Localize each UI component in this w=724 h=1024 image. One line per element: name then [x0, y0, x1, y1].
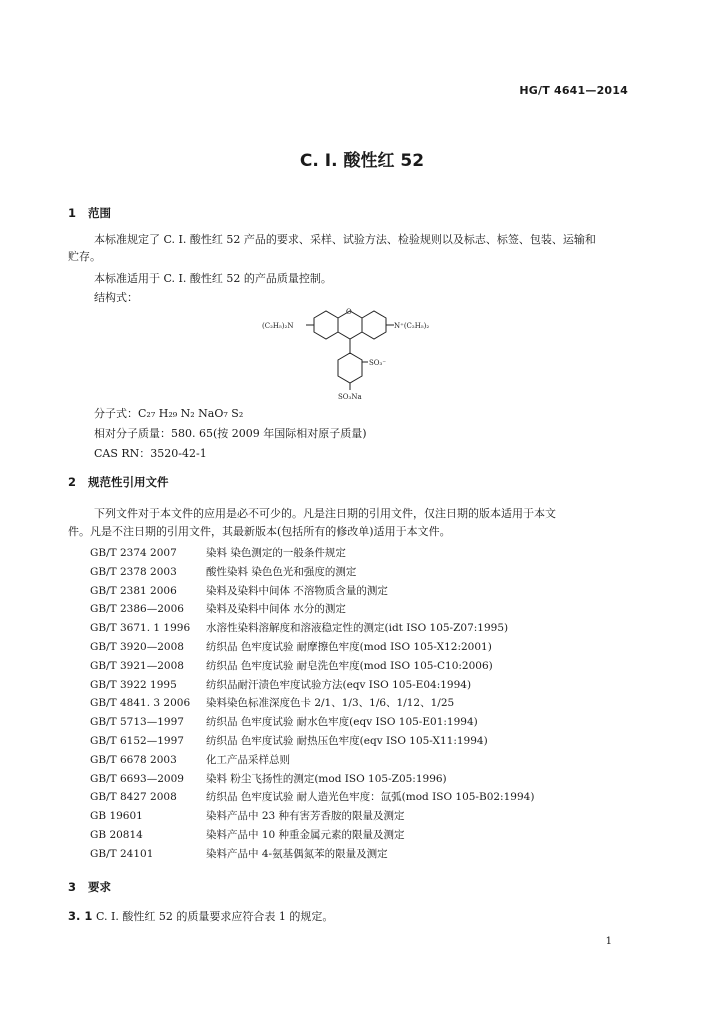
clause-number: 3. 1: [68, 909, 93, 923]
molecular-formula: 分子式：C₂₇ H₂₉ N₂ NaO₇ S₂: [94, 407, 244, 420]
section-title: 范围: [88, 206, 111, 220]
formula-sulfonate-side: SO₃⁻: [369, 359, 387, 367]
reference-code: GB/T 6152—1997: [90, 735, 184, 747]
reference-item: [90, 620, 508, 635]
reference-item: [90, 771, 447, 786]
reference-code: GB/T 2386—2006: [90, 603, 184, 616]
scope-para-applicability: 本标准适用于 C. I. 酸性红 52 的产品质量控制。: [94, 272, 332, 285]
page-number: 1: [605, 936, 612, 947]
reference-title: 染料 粉尘飞扬性的测定(mod ISO 105-Z05:1996): [206, 772, 447, 785]
section-number: 3: [68, 880, 77, 894]
reference-item: [90, 601, 346, 616]
reference-item: [90, 564, 356, 579]
reference-code: GB/T 3920—2008: [90, 641, 184, 653]
reference-title: 酸性染料 染色色光和强度的测定: [206, 565, 357, 578]
reference-item: [90, 827, 405, 842]
reference-item: [90, 808, 405, 823]
reference-title: 染料及染料中间体 不溶物质含量的测定: [206, 584, 388, 597]
reference-item: [90, 789, 534, 804]
reference-item: [90, 545, 346, 560]
reference-title: 染料产品中 10 种重金属元素的限量及测定: [206, 829, 405, 841]
reference-title: 染料 染色测定的一般条件规定: [206, 547, 346, 559]
cas-number: CAS RN：3520-42-1: [94, 447, 207, 460]
section-number: 1: [68, 206, 77, 220]
reference-title: 染料及染料中间体 水分的测定: [206, 603, 346, 616]
reference-code: GB/T 3671. 1 1996: [90, 622, 191, 635]
section-title: 规范性引用文件: [88, 475, 169, 489]
reference-item: [90, 639, 492, 654]
reference-code: GB/T 5713—1997: [90, 716, 184, 729]
formula-ring-oxygen: O: [346, 308, 352, 316]
scope-para-line2: 贮存。: [68, 250, 101, 263]
reference-code: GB 20814: [90, 829, 143, 841]
reference-code: GB/T 6678 2003: [90, 753, 177, 766]
structure-label: 结构式：: [94, 291, 138, 304]
reference-item: [90, 714, 478, 729]
reference-title: 纺织品 色牢度试验 耐热压色牢度(eqv ISO 105-X11:1994): [206, 735, 488, 747]
section-1-heading: [68, 205, 111, 221]
reference-title: 纺织品 色牢度试验 耐摩擦色牢度(mod ISO 105-X12:2001): [206, 641, 492, 653]
reference-code: GB/T 2378 2003: [90, 565, 177, 578]
clause-3-1: [68, 908, 333, 925]
reference-title: 纺织品 色牢度试验 耐皂洗色牢度(mod ISO 105-C10:2006): [206, 659, 493, 672]
reference-code: GB/T 24101: [90, 847, 154, 860]
reference-item: [90, 695, 454, 710]
scope-para-line1: 本标准规定了 C. I. 酸性红 52 产品的要求、采样、试验方法、检验规则以及标志、标签、包装、运输和: [94, 233, 596, 246]
reference-code: GB/T 3922 1995: [90, 678, 177, 691]
reference-item: [90, 658, 493, 673]
reference-title: 纺织品 色牢度试验 耐水色牢度(eqv ISO 105-E01:1994): [206, 716, 478, 729]
reference-title: 染料染色标准深度色卡 2/1、1/3、1/6、1/12、1/25: [206, 697, 455, 710]
document-title: C. I. 酸性红 52: [299, 151, 425, 171]
formula-left-group: (C₂H₅)₂N: [262, 322, 294, 330]
structural-formula: [262, 306, 442, 402]
references-intro-line2: 件。凡是不注日期的引用文件，其最新版本(包括所有的修改单)适用于本文件。: [68, 525, 451, 538]
reference-title: 染料产品中 23 种有害芳香胺的限量及测定: [206, 810, 405, 823]
formula-sulfonate-bottom: SO₃Na: [338, 393, 362, 401]
reference-title: 纺织品 色牢度试验 耐人造光色牢度：氙弧(mod ISO 105-B02:1994): [206, 791, 535, 804]
reference-code: GB/T 8427 2008: [90, 791, 177, 804]
reference-item: [90, 846, 388, 861]
reference-code: GB/T 4841. 3 2006: [90, 697, 191, 710]
section-3-heading: [68, 879, 111, 895]
section-number: 2: [68, 475, 77, 489]
reference-code: GB/T 3921—2008: [90, 659, 184, 672]
reference-code: GB/T 6693—2009: [90, 772, 184, 785]
formula-right-group: N⁺(C₂H₅)₂: [394, 322, 430, 330]
reference-item: [90, 677, 471, 692]
reference-code: GB/T 2381 2006: [90, 584, 177, 597]
section-title: 要求: [88, 880, 111, 894]
reference-code: GB/T 2374 2007: [90, 547, 177, 559]
reference-item: [90, 583, 388, 598]
clause-text: C. I. 酸性红 52 的质量要求应符合表 1 的规定。: [96, 910, 334, 923]
section-2-heading: [68, 474, 169, 490]
standard-code: HG/T 4641—2014: [519, 84, 628, 97]
molecular-mass: 相对分子质量：580. 65(按 2009 年国际相对原子质量): [94, 427, 367, 440]
reference-title: 化工产品采样总则: [206, 753, 290, 766]
reference-title: 纺织品耐汗渍色牢度试验方法(eqv ISO 105-E04:1994): [206, 678, 472, 691]
reference-item: [90, 752, 290, 767]
reference-code: GB 19601: [90, 810, 143, 823]
reference-title: 水溶性染料溶解度和溶液稳定性的测定(idt ISO 105-Z07:1995): [206, 622, 509, 635]
references-intro-line1: 下列文件对于本文件的应用是必不可少的。凡是注日期的引用文件，仅注日期的版本适用于本文: [94, 507, 556, 520]
reference-item: [90, 733, 488, 748]
reference-title: 染料产品中 4-氨基偶氮苯的限量及测定: [206, 847, 388, 860]
